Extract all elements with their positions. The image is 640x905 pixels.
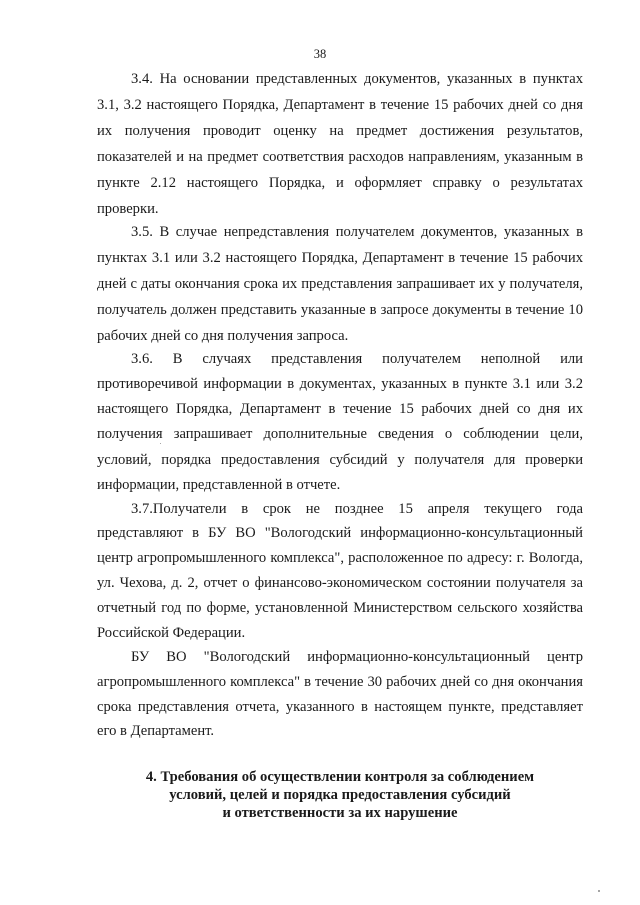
- text-line: противоречивой информации в документах, указанных в пункте 3.1 или 3.2: [97, 376, 583, 392]
- text-line: Российской Федерации.: [97, 625, 246, 641]
- text-line: настоящего Порядка, Департамент в течение 15 рабочих дней со дня их: [97, 401, 583, 417]
- text-line: 3.5. В случае непредставления получателем документов, указанных в: [131, 224, 583, 240]
- text-line: условий, порядка предоставления субсидий у получателя для проверки: [97, 452, 583, 468]
- text-line: пункте 2.12 настоящего Порядка, и оформляет справку о результатах: [97, 175, 583, 191]
- text-line: 3.4. На основании представленных документов, указанных в пунктах: [131, 71, 583, 87]
- scan-speck: [160, 443, 161, 444]
- text-line: получения запрашивает дополнительные сведения о соблюдении цели,: [97, 426, 583, 442]
- text-line: 3.1, 3.2 настоящего Порядка, Департамент в течение 15 рабочих дней со дня: [97, 97, 583, 113]
- scan-speck: [598, 890, 600, 892]
- text-line: рабочих дней со дня получения запроса.: [97, 328, 349, 344]
- heading-line: 4. Требования об осуществлении контроля за соблюдением: [145, 769, 535, 785]
- text-line: срока представления отчета, указанного в настоящем пункте, представляет: [97, 699, 583, 715]
- text-line: 3.7.Получатели в срок не позднее 15 апреля текущего года: [131, 501, 583, 517]
- heading-line: условий, целей и порядка предоставления субсидий: [169, 787, 511, 803]
- heading-line: и ответственности за их нарушение: [222, 805, 458, 821]
- text-line: получатель должен представить указанные в запросе документы в течение 10: [97, 302, 583, 318]
- text-line: агропромышленного комплекса" в течение 30 рабочих дней со дня окончания: [97, 674, 583, 690]
- page-number: 38: [313, 47, 327, 61]
- text-line: центр агропромышленного комплекса", расположенное по адресу: г. Вологда,: [97, 550, 583, 566]
- text-line: дней с даты окончания срока их представления запрашивает их у получателя,: [97, 276, 583, 292]
- text-line: БУ ВО "Вологодский информационно-консультационный центр: [131, 649, 583, 665]
- text-line: информации, представленной в отчете.: [97, 477, 341, 493]
- text-line: его в Департамент.: [97, 723, 215, 739]
- text-line: проверки.: [97, 201, 159, 217]
- text-line: пунктах 3.1 или 3.2 настоящего Порядка, Департамент в течение 15 рабочих: [97, 250, 583, 266]
- text-line: показателей и на предмет соответствия расходов направлениям, указанным в: [97, 149, 583, 165]
- text-line: 3.6. В случаях представления получателем неполной или: [131, 351, 583, 367]
- text-line: отчетный год по форме, установленной Министерством сельского хозяйства: [97, 600, 583, 616]
- text-line: представляют в БУ ВО "Вологодский информационно-консультационный: [97, 525, 583, 541]
- text-line: ул. Чехова, д. 2, отчет о финансово-экономическом состоянии получателя за: [97, 575, 583, 591]
- text-line: их получения проводит оценку на предмет достижения результатов,: [97, 123, 583, 139]
